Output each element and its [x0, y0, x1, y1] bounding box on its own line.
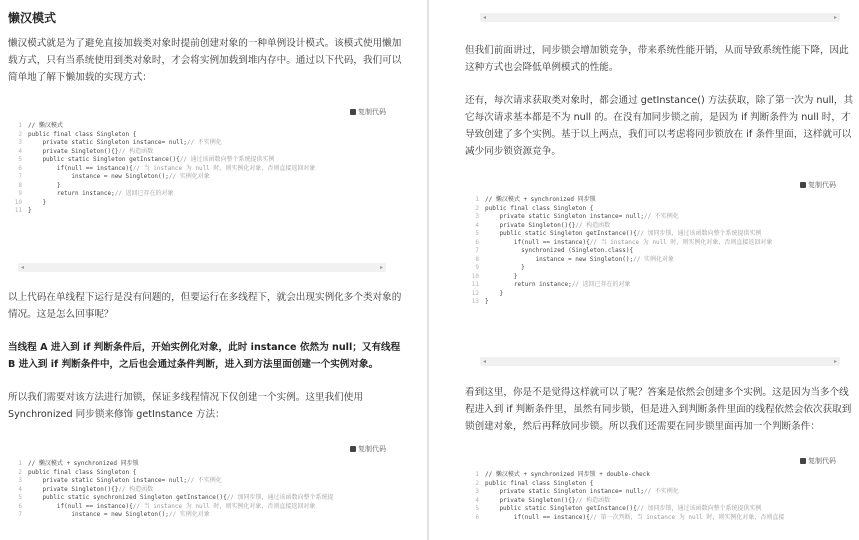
- code-line: [8, 486, 418, 495]
- code-line: [8, 173, 408, 182]
- column-divider: [427, 0, 429, 540]
- code-block-2: [8, 460, 418, 520]
- line-number: 1: [18, 122, 22, 129]
- code-comment: // 不实例化: [186, 139, 222, 146]
- line-number: 4: [475, 221, 479, 229]
- code-block-1: [8, 122, 408, 216]
- code-text: }: [28, 207, 32, 214]
- code-text: public final class Singleton {: [485, 479, 594, 487]
- code-line: [8, 122, 408, 131]
- code-comment: // 加同步锁，通过该函数向整个系统提供实例: [636, 505, 762, 512]
- copy-code-button-1[interactable]: [350, 107, 386, 117]
- code-text: if(null == instance){: [485, 238, 590, 246]
- code-text: private Singleton(){}: [28, 147, 119, 155]
- code-text: private static Singleton instance= null;: [485, 488, 644, 495]
- paragraph-lock-in-if: 还有，每次请求获取类对象时，都会通过 getInstance() 方法获取，除了第一次为 null，其它每次请求基本都是不为 null 的。在没有加同步锁之前，是因为 if 判断条件为 null 时，才导致创建了多个实例。基于以上两点，我们可以考虑将同步锁放在 if 条件里面，这样就可以减少同步锁资源竞争。: [465, 95, 854, 157]
- line-number: 4: [18, 147, 22, 155]
- scroll-left-icon: ◂: [21, 264, 25, 271]
- line-number: 6: [18, 164, 22, 172]
- line-number: 7: [18, 511, 22, 518]
- code-line: [8, 148, 408, 157]
- line-number: 4: [18, 485, 22, 493]
- code-comment: // 不实例化: [186, 477, 222, 484]
- code-line: [465, 480, 859, 489]
- code-line: [465, 471, 859, 480]
- code-comment: // 构造函数: [118, 147, 154, 155]
- code-comment: // 当 instance 为 null 时，则实例化对象，否则直接返回对象: [589, 238, 773, 246]
- line-number: 3: [475, 488, 479, 495]
- code-text: private static Singleton instance= null;: [28, 139, 187, 146]
- code-text: }: [485, 264, 525, 271]
- code-line: [465, 290, 855, 299]
- code-line: [465, 196, 855, 205]
- paragraph-lock-cost: 但我们前面讲过，同步锁会增加锁竞争，带来系统性能开销，从而导致系统性能下降，因此这种方式也会降低单例模式的性能。: [465, 45, 849, 73]
- code-scrollbar-1[interactable]: [18, 263, 386, 272]
- code-comment: // 实例化对象: [168, 511, 210, 518]
- intro-paragraph: 懒汉模式就是为了避免直接加载类对象时提前创建对象的一种单例设计模式。该模式使用懒加载方式，只有当系统使用到类对象时，才会将实例加载到堆内存中。通过以下代码，我们可以简单地了解下懒加载的实现方式：: [8, 38, 402, 83]
- line-number: 7: [475, 247, 479, 254]
- paragraph-add-lock: 所以我们需要对该方法进行加锁，保证多线程情况下仅创建一个实例。这里我们使用 Synchronized 同步锁来修饰 getInstance 方法：: [8, 392, 363, 420]
- right-column: [440, 0, 859, 540]
- code-line: [465, 213, 855, 222]
- code-line: [465, 281, 855, 290]
- code-text: }: [28, 181, 61, 189]
- line-number: 8: [475, 255, 479, 263]
- copy-code-label: 复制代码: [808, 181, 836, 189]
- code-text: private static Singleton instance= null;: [485, 213, 644, 220]
- code-comment: // 构造函数: [575, 221, 611, 229]
- code-text: public final class Singleton {: [28, 130, 137, 138]
- line-number: 7: [18, 173, 22, 180]
- code-line: [465, 273, 855, 282]
- code-comment: // 加同步锁，通过该函数向整个系统提: [226, 494, 334, 501]
- section-heading: 懒汉模式: [8, 11, 57, 25]
- code-comment: // 当 instance 为 null 时，则实例化对象，否则直接返回对象: [132, 502, 316, 510]
- code-line: [8, 469, 418, 478]
- line-number: 3: [18, 477, 22, 484]
- copy-code-button-4[interactable]: [800, 456, 836, 466]
- code-line: [465, 205, 855, 214]
- code-text: synchronized (Singleton.class){: [485, 247, 634, 254]
- code-comment: // 通过该函数向整个系统提供实例: [179, 156, 275, 163]
- code-text: return instance;: [28, 190, 115, 197]
- line-number: 5: [475, 230, 479, 237]
- code-text: private Singleton(){}: [485, 221, 576, 229]
- code-line: [465, 514, 859, 523]
- line-number: 6: [475, 238, 479, 246]
- code-comment: // 构造函数: [118, 485, 154, 493]
- code-scrollbar-top[interactable]: [480, 13, 840, 22]
- line-number: 2: [475, 479, 479, 487]
- code-text: private Singleton(){}: [485, 496, 576, 504]
- code-line: [8, 199, 408, 208]
- paragraph-double-check: 看到这里，你是不是觉得这样就可以了呢？答案是依然会创建多个实例。这是因为当多个线程进入到 if 判断条件里，虽然有同步锁，但是进入到判断条件里面的线程依然会依次获取到锁创建对象，然后再释放同步锁。所以我们还需要在同步锁里面再加一个判断条件：: [465, 387, 852, 432]
- scroll-left-icon: ◂: [483, 358, 487, 365]
- left-column: [0, 0, 418, 540]
- line-number: 6: [475, 513, 479, 521]
- copy-code-label: 复制代码: [358, 445, 386, 453]
- paragraph-thread-explanation: 当线程 A 进入到 if 判断条件后，开始实例化对象，此时 instance 依然为 null；又有线程 B 进入到 if 判断条件中，之后也会通过条件判断，进入到方法里面创建一个实例对象。: [8, 342, 401, 370]
- code-scrollbar-3[interactable]: [480, 357, 840, 366]
- code-text: return instance;: [485, 281, 572, 288]
- code-text: public static synchronized Singleton getInstance(){: [28, 494, 227, 501]
- line-number: 2: [475, 204, 479, 212]
- line-number: 5: [18, 494, 22, 501]
- code-block-4: [465, 471, 859, 522]
- code-line: [465, 256, 855, 265]
- line-number: 5: [18, 156, 22, 163]
- copy-icon: [350, 446, 356, 452]
- copy-icon: [350, 109, 356, 115]
- code-text: public static Singleton getInstance(){: [28, 156, 180, 163]
- scroll-right-icon: ▸: [833, 14, 837, 21]
- code-text: public static Singleton getInstance(){: [485, 230, 637, 237]
- code-text: if(null == instance){: [28, 164, 133, 172]
- code-block-3: [465, 196, 855, 307]
- code-comment: // 第一次判断，当 instance 为 null 时，则实例化对象，否则直接: [589, 513, 785, 521]
- line-number: 8: [18, 181, 22, 189]
- code-line: [8, 494, 418, 503]
- line-number: 2: [18, 468, 22, 476]
- copy-icon: [800, 458, 806, 464]
- code-line: [465, 247, 855, 256]
- code-line: [465, 497, 859, 506]
- code-text: }: [485, 298, 489, 305]
- line-number: 1: [475, 196, 479, 203]
- code-line: [8, 182, 408, 191]
- code-text: // 懒汉模式 + synchronized 同步锁: [485, 196, 596, 203]
- code-text: if(null == instance){: [28, 502, 133, 510]
- code-line: [465, 264, 855, 273]
- line-number: 2: [18, 130, 22, 138]
- code-comment: // 加同步锁，通过该函数向整个系统提供实例: [636, 230, 762, 237]
- code-line: [465, 222, 855, 231]
- code-text: // 懒汉模式 + synchronized 同步锁: [28, 460, 139, 467]
- scroll-right-icon: ▸: [379, 264, 383, 271]
- paragraph-multithread: 以上代码在单线程下运行是没有问题的，但要运行在多线程下，就会出现实例化多个类对象的情况。这是怎么回事呢？: [8, 292, 402, 320]
- line-number: 10: [471, 272, 479, 280]
- code-line: [8, 511, 418, 520]
- copy-code-label: 复制代码: [808, 457, 836, 465]
- line-number: 1: [475, 471, 479, 478]
- line-number: 13: [471, 298, 479, 305]
- copy-code-button-2[interactable]: [350, 444, 386, 454]
- code-text: if(null == instance){: [485, 513, 590, 521]
- code-text: }: [28, 198, 47, 206]
- line-number: 1: [18, 460, 22, 467]
- line-number: 12: [471, 289, 479, 297]
- copy-icon: [800, 182, 806, 188]
- code-comment: // 实例化对象: [168, 173, 210, 180]
- code-comment: // 当 instance 为 null 时，则实例化对象，否则直接返回对象: [132, 164, 316, 172]
- code-line: [8, 477, 418, 486]
- code-line: [465, 230, 855, 239]
- code-line: [465, 505, 859, 514]
- code-line: [8, 207, 408, 216]
- code-line: [8, 190, 408, 199]
- code-text: }: [485, 289, 504, 297]
- line-number: 5: [475, 505, 479, 512]
- code-line: [8, 165, 408, 174]
- code-text: instance = new Singleton();: [28, 173, 169, 180]
- code-comment: // 不实例化: [643, 213, 679, 220]
- code-line: [8, 460, 418, 469]
- scroll-right-icon: ▸: [833, 358, 837, 365]
- copy-code-label: 复制代码: [358, 108, 386, 116]
- code-text: private static Singleton instance= null;: [28, 477, 187, 484]
- code-line: [8, 139, 408, 148]
- line-number: 10: [14, 198, 22, 206]
- code-line: [8, 156, 408, 165]
- code-comment: // 返回已存在的对象: [571, 281, 631, 288]
- code-comment: // 构造函数: [575, 496, 611, 504]
- line-number: 9: [18, 190, 22, 197]
- code-comment: // 实例化对象: [633, 255, 674, 263]
- line-number: 9: [475, 264, 479, 271]
- code-text: instance = new Singleton();: [28, 511, 169, 518]
- code-comment: // 返回已存在的对象: [114, 190, 174, 197]
- code-text: // 懒汉模式 + synchronized 同步锁 + double-check: [485, 471, 650, 478]
- line-number: 4: [475, 496, 479, 504]
- code-text: public final class Singleton {: [485, 204, 594, 212]
- line-number: 6: [18, 502, 22, 510]
- code-text: public final class Singleton {: [28, 468, 137, 476]
- line-number: 11: [14, 207, 22, 214]
- code-text: instance = new Singleton();: [485, 255, 634, 263]
- copy-code-button-3[interactable]: [800, 180, 836, 190]
- scroll-left-icon: ◂: [483, 14, 487, 21]
- code-comment: // 不实例化: [643, 488, 679, 495]
- line-number: 11: [471, 281, 479, 288]
- code-text: private Singleton(){}: [28, 485, 119, 493]
- code-text: }: [485, 272, 518, 280]
- line-number: 3: [18, 139, 22, 146]
- code-text: public static Singleton getInstance(){: [485, 505, 637, 512]
- line-number: 3: [475, 213, 479, 220]
- code-line: [8, 503, 418, 512]
- code-line: [465, 239, 855, 248]
- code-text: // 懒汉模式: [28, 122, 63, 129]
- code-line: [8, 131, 408, 140]
- code-line: [465, 488, 859, 497]
- code-line: [465, 298, 855, 307]
